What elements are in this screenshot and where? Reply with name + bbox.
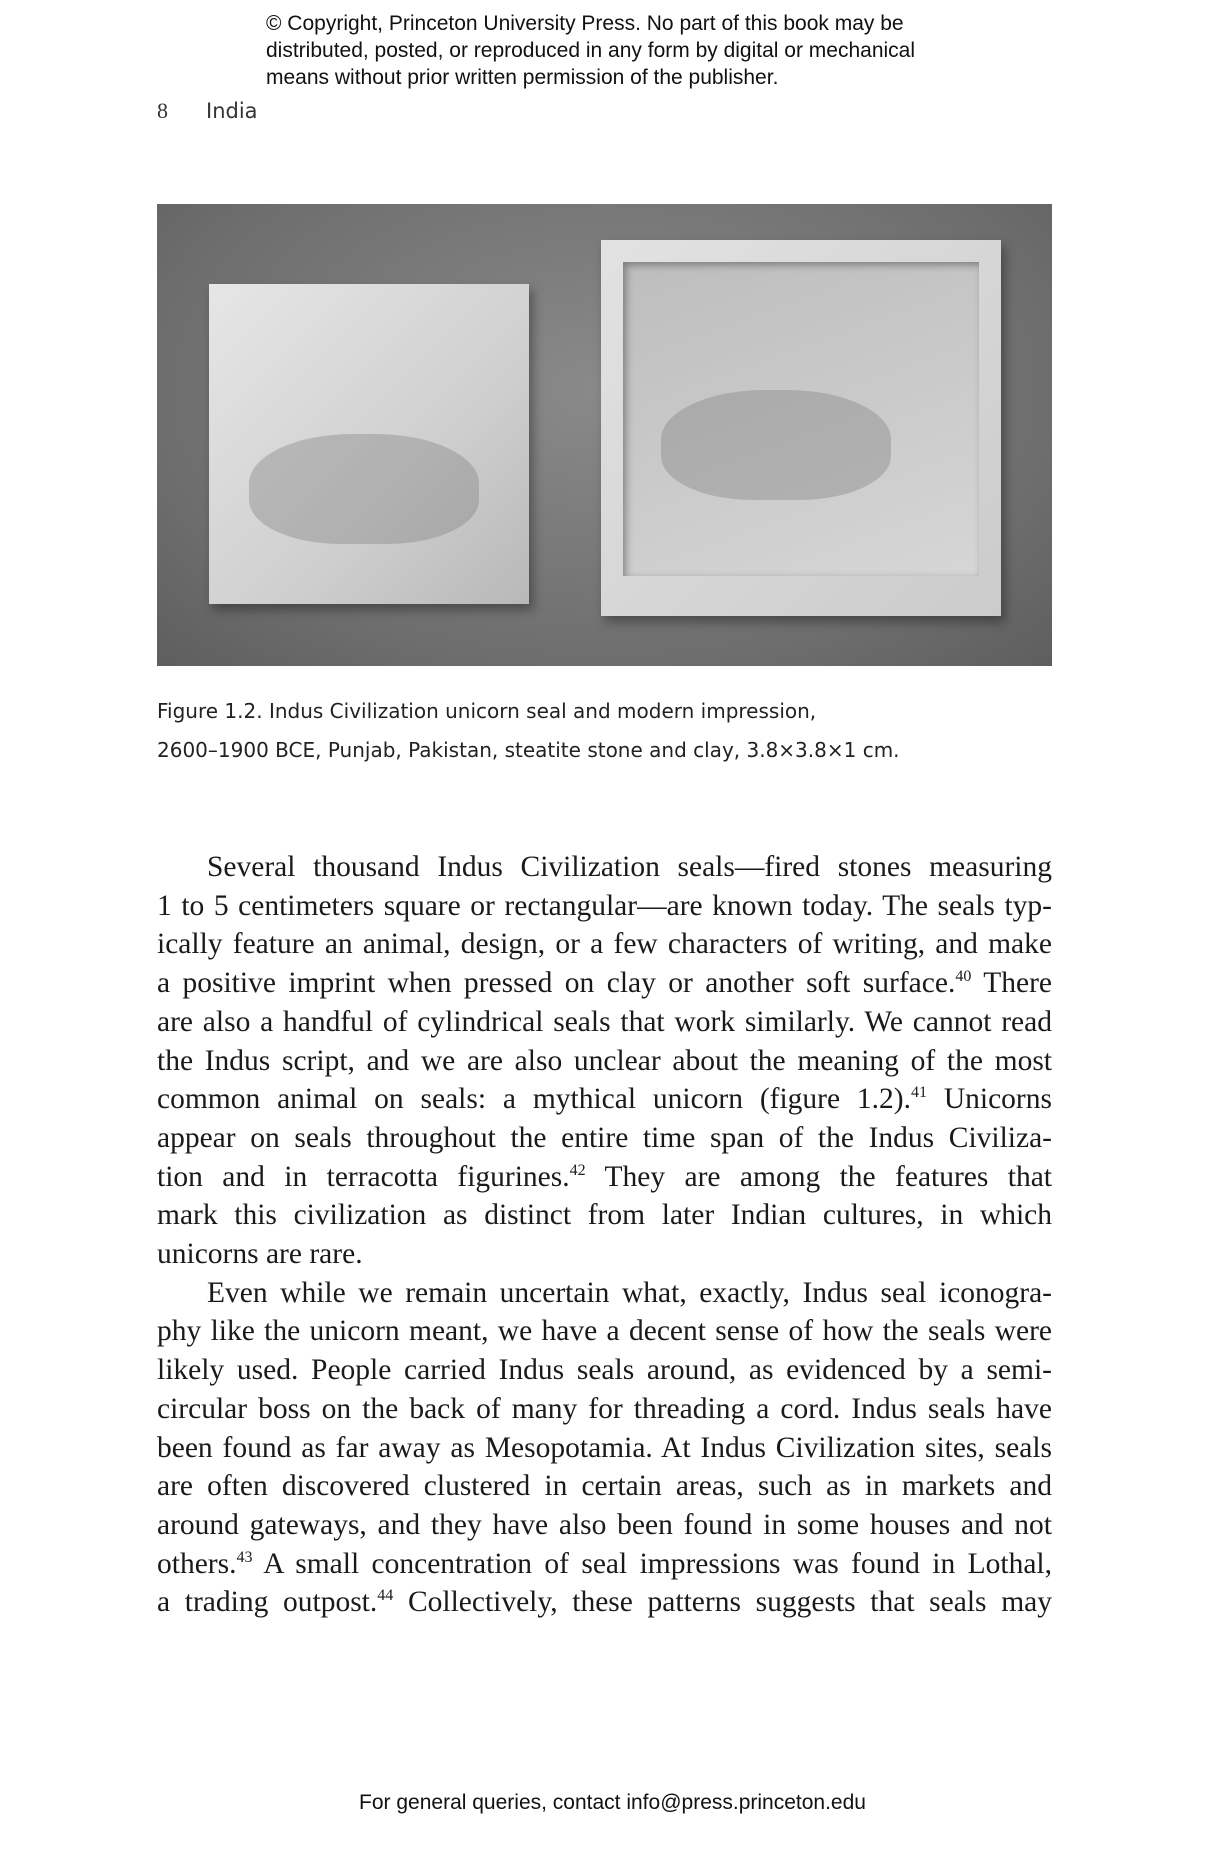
figure-caption: [157, 692, 900, 770]
text-line: tion and in terracotta figurines.$^{42}$ They are among the features that: [157, 1160, 1053, 1193]
unicorn-seal-stone: [209, 284, 529, 604]
footnote-ref[interactable]: 42: [569, 1161, 586, 1179]
copyright-line: © Copyright, Princeton University Press. No part of this book may be: [266, 12, 904, 35]
copyright-notice: [266, 10, 915, 91]
body-text: [157, 848, 1052, 1622]
text-line: likely used. People carried Indus seals around, as evidenced by a semi-: [157, 1354, 1052, 1387]
text-line: 1 to 5 centimeters square or rectangular—are known today. The seals typ-: [157, 889, 1052, 922]
text-line: unicorns are rare.: [157, 1238, 363, 1271]
caption-line: Figure 1.2. Indus Civilization unicorn seal and modern impression,: [157, 699, 817, 723]
paragraph: [157, 848, 1052, 1274]
text-line: a positive imprint when pressed on clay or another soft surface.$^{40}$ There: [157, 967, 1052, 1000]
text-line: Even while we remain uncertain what, exactly, Indus seal iconogra-: [207, 1276, 1052, 1309]
copyright-line: distributed, posted, or reproduced in any form by digital or mechanical: [266, 39, 916, 62]
page-number: 8: [157, 98, 168, 123]
text-line: Several thousand Indus Civilization seals—fired stones measuring: [207, 851, 1052, 883]
text-line: around gateways, and they have also been found in some houses and not: [157, 1508, 1052, 1541]
running-head: [157, 98, 258, 124]
text-line: mark this civilization as distinct from later Indian cultures, in which: [157, 1199, 1052, 1232]
caption-line: 2600–1900 BCE, Punjab, Pakistan, steatite stone and clay, 3.8×3.8×1 cm.: [157, 738, 900, 762]
footnote-ref[interactable]: 40: [955, 968, 972, 986]
footnote-ref[interactable]: 43: [236, 1548, 253, 1566]
footer-contact: For general queries, contact info@press.princeton.edu: [359, 1791, 866, 1814]
text-line: are often discovered clustered in certain areas, such as in markets and: [157, 1470, 1052, 1503]
text-line: are also a handful of cylindrical seals that work similarly. We cannot read: [157, 1005, 1052, 1038]
footnote-ref[interactable]: 44: [377, 1587, 394, 1605]
text-line: phy like the unicorn meant, we have a decent sense of how the seals were: [157, 1315, 1052, 1348]
copyright-line: means without prior written permission of the publisher.: [266, 66, 779, 89]
unicorn-seal-impression: [601, 240, 1001, 616]
text-line: common animal on seals: a mythical unicorn (figure 1.2).$^{41}$ Unicorns: [157, 1083, 1052, 1116]
text-line: a trading outpost.$^{44}$ Collectively, these patterns suggests that seals may: [157, 1586, 1052, 1619]
text-line: ically feature an animal, design, or a few characters of writing, and make: [157, 928, 1052, 961]
footnote-ref[interactable]: 41: [911, 1084, 927, 1102]
figure-photo-unicorn-seals: [157, 204, 1052, 666]
paragraph: [157, 1274, 1052, 1622]
text-line: appear on seals throughout the entire time span of the Indus Civiliza-: [157, 1121, 1052, 1154]
text-line: been found as far away as Mesopotamia. At Indus Civilization sites, seals: [157, 1431, 1052, 1464]
text-line: others.$^{43}$ A small concentration of seal impressions was found in Lothal,: [157, 1547, 1052, 1580]
text-line: the Indus script, and we are also unclear about the meaning of the most: [157, 1044, 1052, 1077]
chapter-title: India: [206, 99, 258, 123]
text-line: circular boss on the back of many for threading a cord. Indus seals have: [157, 1392, 1052, 1425]
